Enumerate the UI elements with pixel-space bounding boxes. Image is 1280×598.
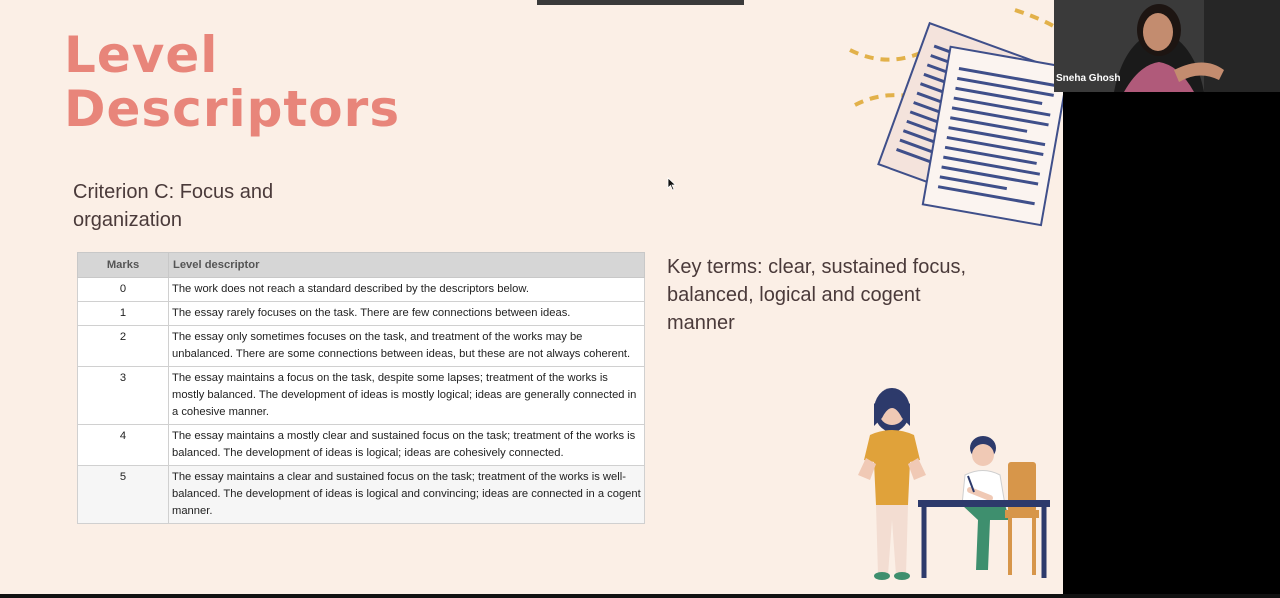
descriptor-cell: The work does not reach a standard described by the descriptors below. bbox=[169, 278, 645, 302]
key-terms: Key terms: clear, sustained focus, balanced, logical and cogent manner bbox=[667, 256, 967, 334]
bottom-edge bbox=[0, 594, 1280, 598]
mark-cell: 0 bbox=[78, 278, 169, 302]
descriptor-cell: The essay maintains a clear and sustained focus on the task; treatment of the works is well-balanced. The development of ideas is logical and convincing; ideas are connected in a cogent manner. bbox=[169, 466, 645, 524]
criterion-heading bbox=[73, 178, 353, 234]
criterion-line-1: Criterion C: Focus and bbox=[73, 181, 274, 203]
participant-name: Sneha Ghosh bbox=[1056, 73, 1121, 84]
descriptor-column-header: Level descriptor bbox=[169, 253, 645, 278]
mouse-cursor-icon bbox=[667, 177, 677, 191]
mark-cell: 5 bbox=[78, 466, 169, 524]
marks-column-header: Marks bbox=[78, 253, 169, 278]
table-row bbox=[78, 466, 645, 524]
mark-cell: 2 bbox=[78, 326, 169, 367]
table-row bbox=[78, 278, 645, 302]
slide-title bbox=[64, 28, 400, 136]
descriptor-cell: The essay rarely focuses on the task. There are few connections between ideas. bbox=[169, 302, 645, 326]
mark-cell: 4 bbox=[78, 425, 169, 466]
mark-cell: 1 bbox=[78, 302, 169, 326]
table-row bbox=[78, 302, 645, 326]
documents-illustration bbox=[840, 0, 1063, 250]
descriptor-cell: The essay maintains a focus on the task, despite some lapses; treatment of the works is mostly balanced. The development of ideas is mostly logical; ideas are generally connected in a cohesive manner. bbox=[169, 367, 645, 425]
table-row bbox=[78, 326, 645, 367]
level-descriptor-table bbox=[77, 252, 645, 524]
people-illustration bbox=[840, 380, 1055, 585]
title-line-2: Descriptors bbox=[64, 80, 401, 138]
table-row bbox=[78, 367, 645, 425]
screen-share-bar[interactable] bbox=[537, 0, 744, 5]
mark-cell: 3 bbox=[78, 367, 169, 425]
criterion-line-2: organization bbox=[73, 209, 182, 231]
descriptor-cell: The essay maintains a mostly clear and sustained focus on the task; treatment of the works is balanced. The development of ideas is logical; ideas are cohesively connected. bbox=[169, 425, 645, 466]
descriptor-cell: The essay only sometimes focuses on the task, and treatment of the works may be unbalanced. There are some connections between ideas, but these are not always coherent. bbox=[169, 326, 645, 367]
table-header-row bbox=[78, 253, 645, 278]
title-line-1: Level bbox=[64, 26, 219, 84]
table-row bbox=[78, 425, 645, 466]
